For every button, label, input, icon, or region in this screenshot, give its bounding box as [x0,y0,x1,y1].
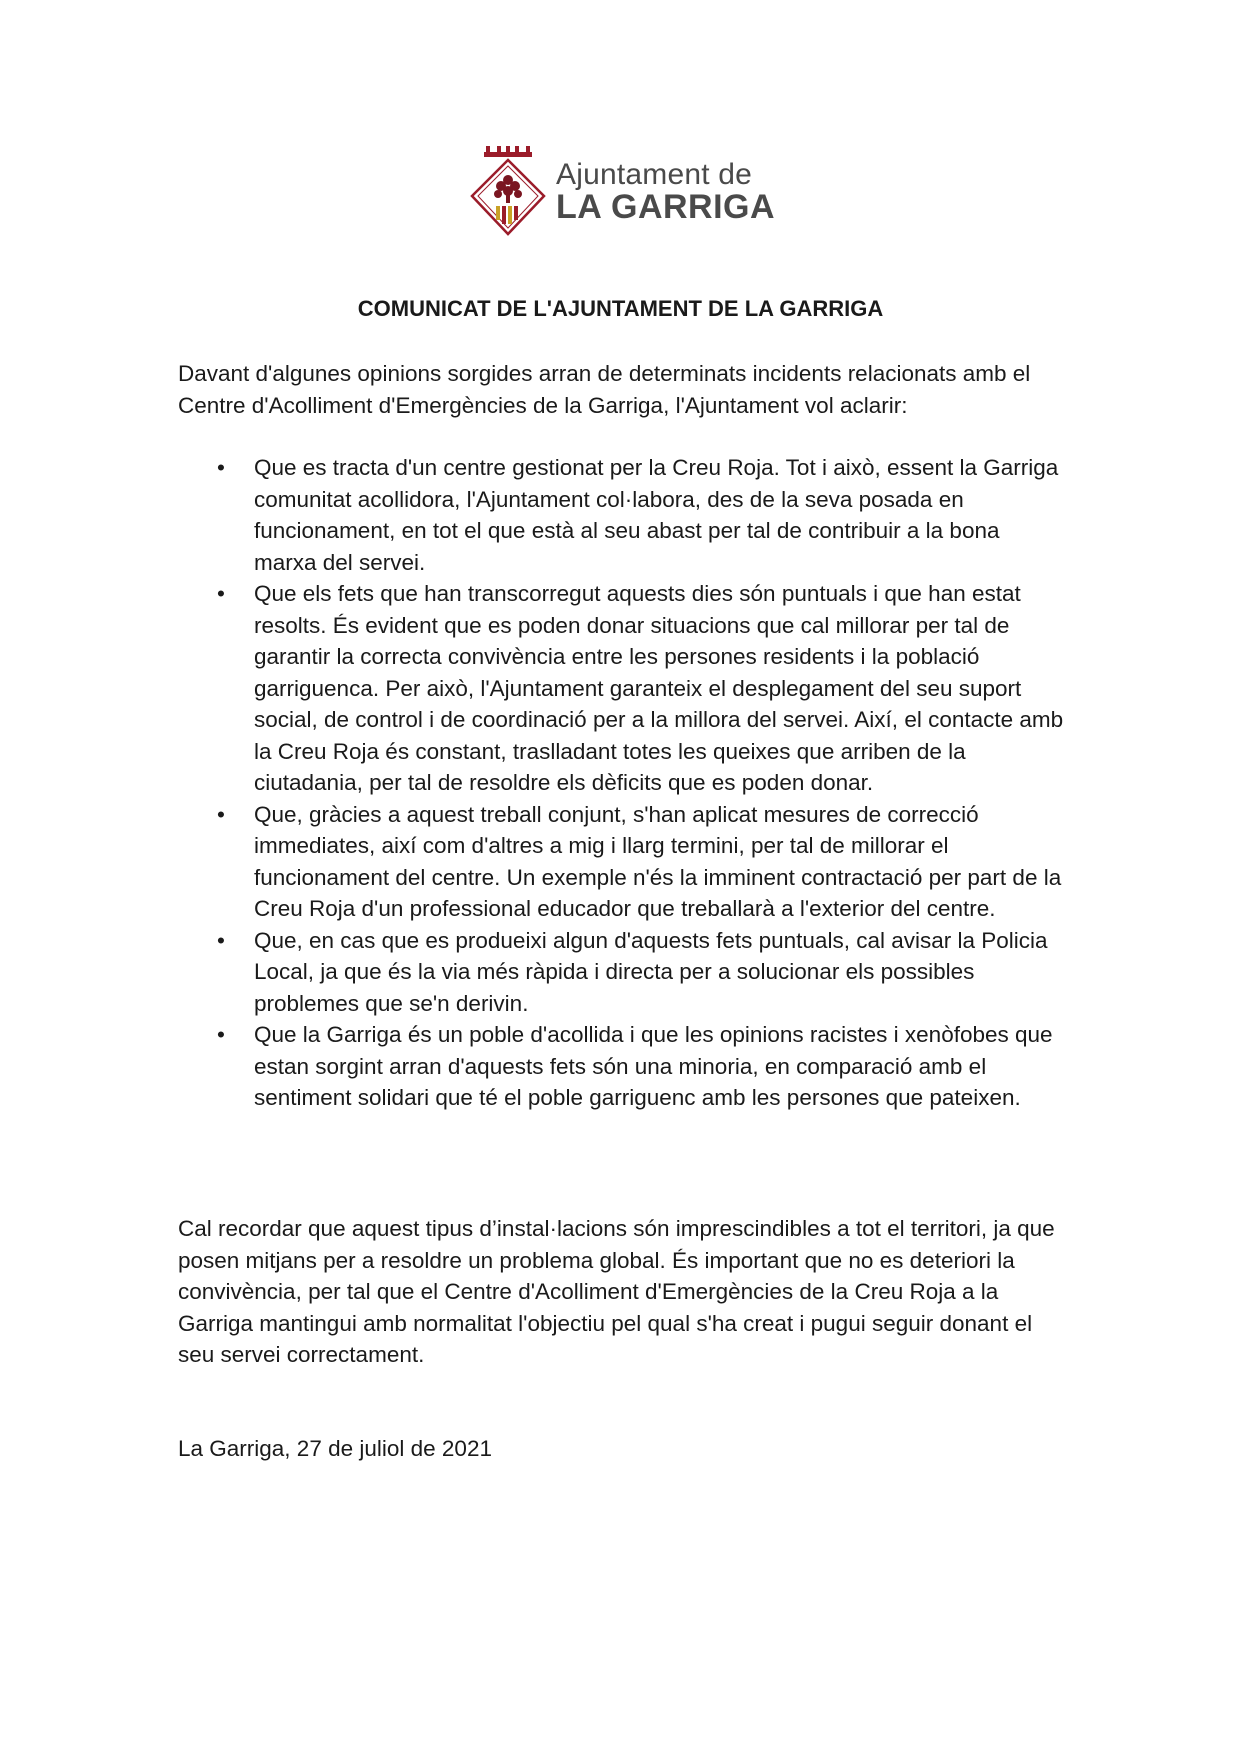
list-item [178,925,1068,1020]
list-item [178,799,1068,925]
date-line: La Garriga, 27 de juliol de 2021 [178,1436,492,1461]
list-item-text: Que la Garriga és un poble d'acollida i que les opinions racistes i xenòfobes que estan sorgint arran d'aquests fets són una minoria, en comparació amb el sentiment solidari que té el poble garriguenc amb les persones que pateixen. [254,1022,1053,1110]
list-item [178,1019,1068,1114]
logo-text-ajuntament: Ajuntament de [556,158,753,191]
list-item [178,452,1068,578]
list-item-text: Que es tracta d'un centre gestionat per la Creu Roja. Tot i això, essent la Garriga comunitat acollidora, l'Ajuntament col·labora, des de la seva posada en funcionament, en tot el que està al seu abast per tal de contribuir a la bona marxa del servei. [254,455,1059,575]
logo-text-la-garriga: LA GARRIGA [556,188,776,226]
list-item-text: Que, gràcies a aquest treball conjunt, s'han aplicat mesures de correcció immediates, així com d'altres a mig i llarg termini, per tal de millorar el funcionament del centre. Un exemple n'és la imminent contractació per part de la Creu Roja d'un professional educador que treballarà a l'exterior del centre. [254,801,1062,921]
closing-paragraph: Cal recordar que aquest tipus d’instal·lacions són imprescindibles a tot el territori, ja que posen mitjans per a resoldre un problema global. És important que no es deteriori la convivència, per tal que el Centre d'Acolliment d'Emergències de la Creu Roja a la Garriga mantingui amb normalitat l'objectiu pel qual s'ha creat i pugui seguir donant el seu servei correctament. [178,1216,1055,1367]
list-item-text: Que els fets que han transcorregut aquests dies són puntuals i que han estat resolts. És evident que es poden donar situacions que cal millorar per tal de garantir la correcta convivència entre les persones residents i la població garriguenca. Per això, l'Ajuntament garanteix el desplegament del seu suport social, de control i de coordinació per a la millora del servei. Així, el contacte amb la Creu Roja és constant, traslladant totes les queixes que arriben de la ciutadania, per tal de resoldre els dèficits que es poden donar. [254,581,1064,795]
ajuntament-logo [470,146,790,238]
list-item-text: Que, en cas que es produeixi algun d'aquests fets puntuals, cal avisar la Policia Local, ja que és la via més ràpida i directa per a solucionar els possibles problemes que se'n derivin. [254,927,1048,1016]
list-item [178,578,1068,799]
intro-paragraph: Davant d'algunes opinions sorgides arran de determinats incidents relacionats amb el Centre d'Acolliment d'Emergències de la Garriga, l'Ajuntament vol aclarir: [178,361,1031,418]
bullet-icon: • [217,455,225,480]
document-title: COMUNICAT DE L'AJUNTAMENT DE LA GARRIGA [357,296,884,321]
bullet-icon: • [217,1022,225,1047]
bullet-icon: • [217,927,225,953]
municipal-shield-icon [470,146,546,236]
bullet-icon: • [217,801,225,827]
bullet-icon: • [217,581,225,606]
bullet-list [178,452,1068,1114]
